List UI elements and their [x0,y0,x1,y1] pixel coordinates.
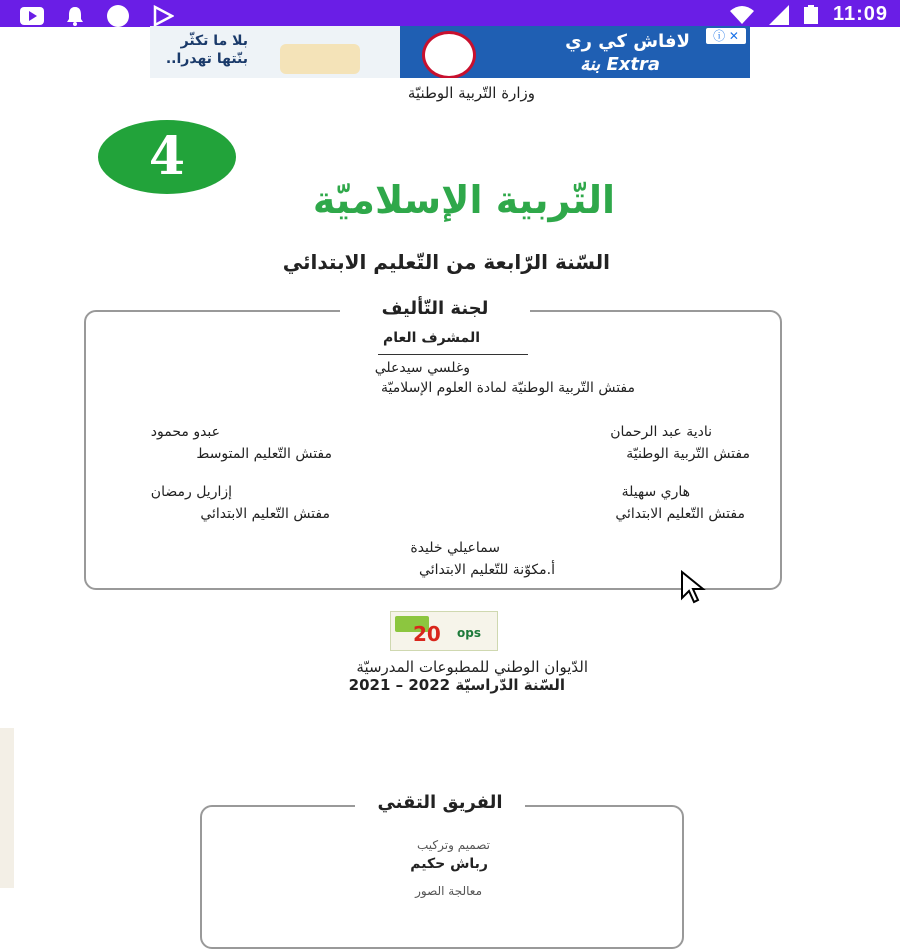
circle-app-icon [106,4,130,28]
battery-icon [803,5,819,25]
ad-brand-name: بنة Extra [580,54,660,75]
member-name: عبدو محمود [150,424,220,440]
supervisor-label: المشرف العام [382,330,480,346]
page-edge-strip [0,728,14,888]
member-role: مفتش التّعليم الابتدائي [615,506,745,522]
member-role: أ.مكوّنة للتّعليم الابتدائي [419,562,555,578]
ad-right-text: لافاش كي ري [565,31,690,52]
ad-close-button[interactable]: ⓘ ✕ [706,28,746,44]
member-name: هاري سهيلة [621,484,690,500]
member-name: نادية عبد الرحمان [610,424,712,440]
clock-time: 11:09 [832,3,888,25]
member-role: مفتش التّربية الوطنيّة [626,446,750,462]
member-role: مفتش التّعليم المتوسط [196,446,332,462]
image-processing-label: معالجة الصور [415,884,482,898]
ad-left-text: بلا ما تكثّر بنّتها تهدرا.. [165,33,248,67]
ministry-name: وزارة التّربية الوطنيّة [407,84,535,102]
ad-cake-image [280,44,360,74]
authoring-committee-caption: لجنة التّأليف [340,298,530,319]
design-label: تصميم وتركيب [417,838,490,852]
ad-right-panel[interactable] [400,26,750,78]
member-name: سماعيلي خليدة [410,540,500,556]
book-title: التّربية الإسلاميّة [312,178,615,222]
signal-icon [769,5,789,25]
technical-team-caption: الفريق التقني [355,792,525,813]
book-subtitle: السّنة الرّابعة من التّعليم الابتدائي [282,250,610,274]
supervisor-role: مفتش التّربية الوطنيّة لمادة العلوم الإسلاميّة [381,380,635,396]
publisher-name: الدّيوان الوطني للمطبوعات المدرسيّة [356,658,588,676]
supervisor-divider [378,354,528,355]
publisher-logo: 20 ops [390,611,498,651]
status-bar [0,0,900,27]
play-store-icon [152,5,174,27]
document-page [0,78,900,900]
technical-team-panel [200,805,684,949]
ad-left-panel[interactable] [150,26,400,78]
supervisor-name: وغلسي سيدعلي [374,360,470,376]
grade-badge: 4 [98,120,236,194]
ad-brand-logo [422,31,476,78]
notification-bell-icon [66,6,84,26]
member-name: إزاريل رمضان [150,484,232,500]
mouse-pointer-icon [680,570,706,604]
wifi-icon [729,5,755,25]
member-role: مفتش التّعليم الابتدائي [200,506,330,522]
youtube-icon [20,7,44,25]
ad-banner[interactable] [150,26,750,78]
designer-name: رباش حكيم [410,856,488,872]
school-year: السّنة الدّراسيّة 2022 – 2021 [348,676,565,694]
